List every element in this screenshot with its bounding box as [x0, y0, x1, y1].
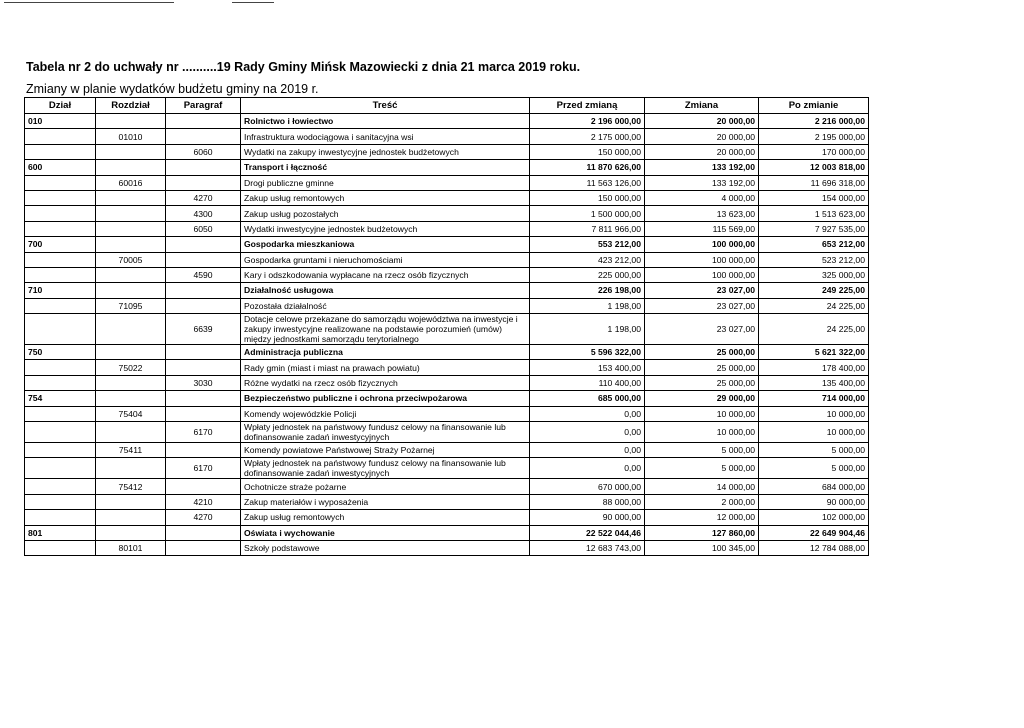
cell-dzial — [25, 221, 96, 236]
scan-artifact-line — [232, 2, 274, 3]
table-row — [25, 314, 869, 345]
document-subtitle: Zmiany w planie wydatków budżetu gminy na 2019 r. — [26, 82, 319, 96]
cell-paragraf — [166, 175, 241, 190]
cell-dzial — [25, 144, 96, 159]
table-row — [25, 252, 869, 267]
cell-paragraf: 4300 — [166, 206, 241, 221]
table-row — [25, 540, 869, 555]
table-row — [25, 458, 869, 479]
cell-dzial — [25, 479, 96, 494]
cell-tresc: Wydatki inwestycyjne jednostek budżetowych — [241, 221, 530, 236]
cell-przed-zmiana: 22 522 044,46 — [530, 525, 645, 540]
cell-dzial — [25, 314, 96, 345]
table-section-row — [25, 237, 869, 252]
cell-zmiana: 25 000,00 — [645, 345, 759, 360]
cell-zmiana: 25 000,00 — [645, 375, 759, 390]
cell-rozdzial — [96, 525, 166, 540]
cell-paragraf — [166, 391, 241, 406]
cell-po-zmianie: 12 003 818,00 — [759, 160, 869, 175]
table-row — [25, 267, 869, 282]
table-section-row — [25, 283, 869, 298]
cell-dzial: 710 — [25, 283, 96, 298]
cell-przed-zmiana: 226 198,00 — [530, 283, 645, 298]
table-row — [25, 422, 869, 443]
cell-rozdzial: 75404 — [96, 406, 166, 421]
cell-dzial: 754 — [25, 391, 96, 406]
cell-przed-zmiana: 1 198,00 — [530, 298, 645, 313]
cell-po-zmianie: 2 216 000,00 — [759, 114, 869, 129]
cell-przed-zmiana: 553 212,00 — [530, 237, 645, 252]
cell-zmiana: 5 000,00 — [645, 458, 759, 479]
cell-przed-zmiana: 2 196 000,00 — [530, 114, 645, 129]
cell-po-zmianie: 714 000,00 — [759, 391, 869, 406]
cell-zmiana: 13 623,00 — [645, 206, 759, 221]
cell-po-zmianie: 1 513 623,00 — [759, 206, 869, 221]
cell-po-zmianie: 7 927 535,00 — [759, 221, 869, 236]
table-row — [25, 175, 869, 190]
cell-po-zmianie: 102 000,00 — [759, 510, 869, 525]
cell-tresc: Działalność usługowa — [241, 283, 530, 298]
cell-paragraf: 6170 — [166, 458, 241, 479]
cell-zmiana: 2 000,00 — [645, 494, 759, 509]
cell-zmiana: 100 000,00 — [645, 267, 759, 282]
cell-po-zmianie: 24 225,00 — [759, 314, 869, 345]
table-row — [25, 298, 869, 313]
cell-przed-zmiana: 5 596 322,00 — [530, 345, 645, 360]
cell-rozdzial — [96, 494, 166, 509]
cell-przed-zmiana: 0,00 — [530, 406, 645, 421]
table-section-row — [25, 345, 869, 360]
cell-paragraf — [166, 283, 241, 298]
cell-tresc: Komendy wojewódzkie Policji — [241, 406, 530, 421]
cell-przed-zmiana: 88 000,00 — [530, 494, 645, 509]
table-header-row — [25, 98, 869, 114]
cell-po-zmianie: 24 225,00 — [759, 298, 869, 313]
cell-przed-zmiana: 0,00 — [530, 458, 645, 479]
cell-paragraf — [166, 298, 241, 313]
cell-dzial — [25, 510, 96, 525]
cell-tresc: Szkoły podstawowe — [241, 540, 530, 555]
cell-rozdzial — [96, 422, 166, 443]
table-row — [25, 129, 869, 144]
cell-rozdzial — [96, 345, 166, 360]
table-section-row — [25, 160, 869, 175]
cell-tresc: Zakup usług remontowych — [241, 510, 530, 525]
cell-rozdzial — [96, 375, 166, 390]
cell-przed-zmiana: 110 400,00 — [530, 375, 645, 390]
table-section-row — [25, 391, 869, 406]
cell-rozdzial: 80101 — [96, 540, 166, 555]
cell-dzial — [25, 298, 96, 313]
cell-tresc: Gospodarka mieszkaniowa — [241, 237, 530, 252]
cell-rozdzial — [96, 283, 166, 298]
document-title: Tabela nr 2 do uchwały nr ..........19 Rady Gminy Mińsk Mazowiecki z dnia 21 marca 2019 roku. — [26, 60, 581, 74]
cell-po-zmianie: 523 212,00 — [759, 252, 869, 267]
cell-zmiana: 133 192,00 — [645, 160, 759, 175]
cell-dzial: 801 — [25, 525, 96, 540]
cell-rozdzial: 71095 — [96, 298, 166, 313]
cell-tresc: Rolnictwo i łowiectwo — [241, 114, 530, 129]
cell-tresc: Pozostała działalność — [241, 298, 530, 313]
cell-paragraf — [166, 443, 241, 458]
cell-tresc: Zakup usług pozostałych — [241, 206, 530, 221]
cell-zmiana: 10 000,00 — [645, 422, 759, 443]
table-row — [25, 190, 869, 205]
cell-paragraf: 6050 — [166, 221, 241, 236]
cell-przed-zmiana: 0,00 — [530, 422, 645, 443]
cell-rozdzial — [96, 267, 166, 282]
cell-zmiana: 10 000,00 — [645, 406, 759, 421]
cell-zmiana: 133 192,00 — [645, 175, 759, 190]
cell-paragraf — [166, 160, 241, 175]
cell-dzial — [25, 129, 96, 144]
cell-rozdzial — [96, 458, 166, 479]
table-section-row — [25, 525, 869, 540]
cell-przed-zmiana: 423 212,00 — [530, 252, 645, 267]
cell-zmiana: 100 000,00 — [645, 252, 759, 267]
cell-zmiana: 100 345,00 — [645, 540, 759, 555]
cell-rozdzial: 01010 — [96, 129, 166, 144]
cell-paragraf — [166, 345, 241, 360]
cell-rozdzial — [96, 144, 166, 159]
cell-tresc: Infrastruktura wodociągowa i sanitacyjna wsi — [241, 129, 530, 144]
cell-rozdzial: 60016 — [96, 175, 166, 190]
cell-po-zmianie: 178 400,00 — [759, 360, 869, 375]
cell-rozdzial — [96, 114, 166, 129]
table-row — [25, 221, 869, 236]
cell-zmiana: 127 860,00 — [645, 525, 759, 540]
cell-tresc: Zakup materiałów i wyposażenia — [241, 494, 530, 509]
cell-przed-zmiana: 685 000,00 — [530, 391, 645, 406]
cell-tresc: Wydatki na zakupy inwestycyjne jednostek budżetowych — [241, 144, 530, 159]
cell-tresc: Komendy powiatowe Państwowej Straży Pożarnej — [241, 443, 530, 458]
cell-zmiana: 23 027,00 — [645, 314, 759, 345]
cell-przed-zmiana: 153 400,00 — [530, 360, 645, 375]
cell-po-zmianie: 12 784 088,00 — [759, 540, 869, 555]
table-row — [25, 206, 869, 221]
cell-rozdzial: 75412 — [96, 479, 166, 494]
cell-po-zmianie: 22 649 904,46 — [759, 525, 869, 540]
cell-paragraf — [166, 129, 241, 144]
cell-paragraf — [166, 540, 241, 555]
cell-paragraf: 6060 — [166, 144, 241, 159]
cell-rozdzial — [96, 510, 166, 525]
cell-po-zmianie: 684 000,00 — [759, 479, 869, 494]
cell-po-zmianie: 653 212,00 — [759, 237, 869, 252]
cell-tresc: Drogi publiczne gminne — [241, 175, 530, 190]
cell-dzial — [25, 443, 96, 458]
cell-tresc: Różne wydatki na rzecz osób fizycznych — [241, 375, 530, 390]
cell-po-zmianie: 5 000,00 — [759, 443, 869, 458]
cell-zmiana: 14 000,00 — [645, 479, 759, 494]
cell-przed-zmiana: 670 000,00 — [530, 479, 645, 494]
cell-przed-zmiana: 90 000,00 — [530, 510, 645, 525]
cell-tresc: Ochotnicze straże pożarne — [241, 479, 530, 494]
cell-przed-zmiana: 225 000,00 — [530, 267, 645, 282]
table-row — [25, 510, 869, 525]
cell-przed-zmiana: 150 000,00 — [530, 144, 645, 159]
cell-rozdzial — [96, 160, 166, 175]
cell-dzial — [25, 406, 96, 421]
cell-po-zmianie: 5 000,00 — [759, 458, 869, 479]
header-zmiana: Zmiana — [645, 98, 759, 114]
cell-tresc: Bezpieczeństwo publiczne i ochrona przeciwpożarowa — [241, 391, 530, 406]
cell-tresc: Wpłaty jednostek na państwowy fundusz celowy na finansowanie lub dofinansowanie zadań inwestycyjnych — [241, 458, 530, 479]
table-section-row — [25, 114, 869, 129]
cell-przed-zmiana: 150 000,00 — [530, 190, 645, 205]
cell-zmiana: 115 569,00 — [645, 221, 759, 236]
cell-zmiana: 20 000,00 — [645, 114, 759, 129]
cell-tresc: Administracja publiczna — [241, 345, 530, 360]
cell-po-zmianie: 325 000,00 — [759, 267, 869, 282]
cell-dzial — [25, 206, 96, 221]
cell-paragraf — [166, 237, 241, 252]
cell-po-zmianie: 90 000,00 — [759, 494, 869, 509]
cell-zmiana: 23 027,00 — [645, 283, 759, 298]
cell-rozdzial — [96, 237, 166, 252]
cell-tresc: Dotacje celowe przekazane do samorządu województwa na inwestycje i zakupy inwestycyjne realizowane na podstawie porozumień (umów) między jednostkami samorządu terytorialnego — [241, 314, 530, 345]
header-tresc: Treść — [241, 98, 530, 114]
cell-po-zmianie: 10 000,00 — [759, 422, 869, 443]
cell-dzial — [25, 267, 96, 282]
cell-przed-zmiana: 2 175 000,00 — [530, 129, 645, 144]
cell-zmiana: 12 000,00 — [645, 510, 759, 525]
cell-rozdzial: 75022 — [96, 360, 166, 375]
cell-tresc: Rady gmin (miast i miast na prawach powiatu) — [241, 360, 530, 375]
cell-rozdzial: 70005 — [96, 252, 166, 267]
cell-tresc: Transport i łączność — [241, 160, 530, 175]
cell-przed-zmiana: 0,00 — [530, 443, 645, 458]
cell-dzial — [25, 540, 96, 555]
cell-rozdzial — [96, 206, 166, 221]
header-po-zmianie: Po zmianie — [759, 98, 869, 114]
cell-dzial — [25, 175, 96, 190]
cell-przed-zmiana: 1 198,00 — [530, 314, 645, 345]
cell-dzial — [25, 375, 96, 390]
table-row — [25, 479, 869, 494]
cell-przed-zmiana: 7 811 966,00 — [530, 221, 645, 236]
cell-przed-zmiana: 11 870 626,00 — [530, 160, 645, 175]
cell-tresc: Oświata i wychowanie — [241, 525, 530, 540]
cell-zmiana: 23 027,00 — [645, 298, 759, 313]
cell-paragraf — [166, 479, 241, 494]
budget-changes-table — [24, 97, 869, 556]
cell-tresc: Kary i odszkodowania wypłacane na rzecz osób fizycznych — [241, 267, 530, 282]
cell-dzial: 010 — [25, 114, 96, 129]
cell-po-zmianie: 154 000,00 — [759, 190, 869, 205]
table-row — [25, 360, 869, 375]
cell-paragraf: 4590 — [166, 267, 241, 282]
cell-paragraf: 4210 — [166, 494, 241, 509]
cell-zmiana: 100 000,00 — [645, 237, 759, 252]
table-row — [25, 375, 869, 390]
cell-paragraf: 3030 — [166, 375, 241, 390]
cell-po-zmianie: 135 400,00 — [759, 375, 869, 390]
cell-dzial — [25, 252, 96, 267]
cell-paragraf: 4270 — [166, 510, 241, 525]
cell-rozdzial — [96, 314, 166, 345]
header-paragraf: Paragraf — [166, 98, 241, 114]
table-row — [25, 406, 869, 421]
cell-przed-zmiana: 12 683 743,00 — [530, 540, 645, 555]
cell-paragraf — [166, 252, 241, 267]
cell-rozdzial — [96, 190, 166, 205]
cell-dzial: 750 — [25, 345, 96, 360]
cell-przed-zmiana: 11 563 126,00 — [530, 175, 645, 190]
cell-dzial — [25, 422, 96, 443]
cell-przed-zmiana: 1 500 000,00 — [530, 206, 645, 221]
cell-po-zmianie: 5 621 322,00 — [759, 345, 869, 360]
table-row — [25, 443, 869, 458]
cell-po-zmianie: 249 225,00 — [759, 283, 869, 298]
cell-dzial — [25, 494, 96, 509]
cell-rozdzial — [96, 391, 166, 406]
cell-zmiana: 4 000,00 — [645, 190, 759, 205]
cell-po-zmianie: 10 000,00 — [759, 406, 869, 421]
cell-zmiana: 25 000,00 — [645, 360, 759, 375]
cell-paragraf — [166, 114, 241, 129]
cell-po-zmianie: 11 696 318,00 — [759, 175, 869, 190]
table-row — [25, 144, 869, 159]
cell-zmiana: 5 000,00 — [645, 443, 759, 458]
cell-tresc: Wpłaty jednostek na państwowy fundusz celowy na finansowanie lub dofinansowanie zadań inwestycyjnych — [241, 422, 530, 443]
cell-paragraf: 6170 — [166, 422, 241, 443]
table-row — [25, 494, 869, 509]
cell-dzial: 600 — [25, 160, 96, 175]
cell-zmiana: 29 000,00 — [645, 391, 759, 406]
cell-rozdzial — [96, 221, 166, 236]
cell-tresc: Gospodarka gruntami i nieruchomościami — [241, 252, 530, 267]
cell-paragraf: 4270 — [166, 190, 241, 205]
cell-tresc: Zakup usług remontowych — [241, 190, 530, 205]
cell-zmiana: 20 000,00 — [645, 129, 759, 144]
scan-artifact-line — [4, 2, 174, 3]
header-przed-zmiana: Przed zmianą — [530, 98, 645, 114]
cell-rozdzial: 75411 — [96, 443, 166, 458]
cell-po-zmianie: 170 000,00 — [759, 144, 869, 159]
cell-po-zmianie: 2 195 000,00 — [759, 129, 869, 144]
cell-dzial — [25, 360, 96, 375]
header-rozdzial: Rozdział — [96, 98, 166, 114]
cell-paragraf — [166, 525, 241, 540]
cell-dzial: 700 — [25, 237, 96, 252]
cell-paragraf: 6639 — [166, 314, 241, 345]
table-body — [25, 114, 869, 556]
cell-zmiana: 20 000,00 — [645, 144, 759, 159]
cell-dzial — [25, 458, 96, 479]
header-dzial: Dział — [25, 98, 96, 114]
cell-paragraf — [166, 406, 241, 421]
cell-paragraf — [166, 360, 241, 375]
cell-dzial — [25, 190, 96, 205]
